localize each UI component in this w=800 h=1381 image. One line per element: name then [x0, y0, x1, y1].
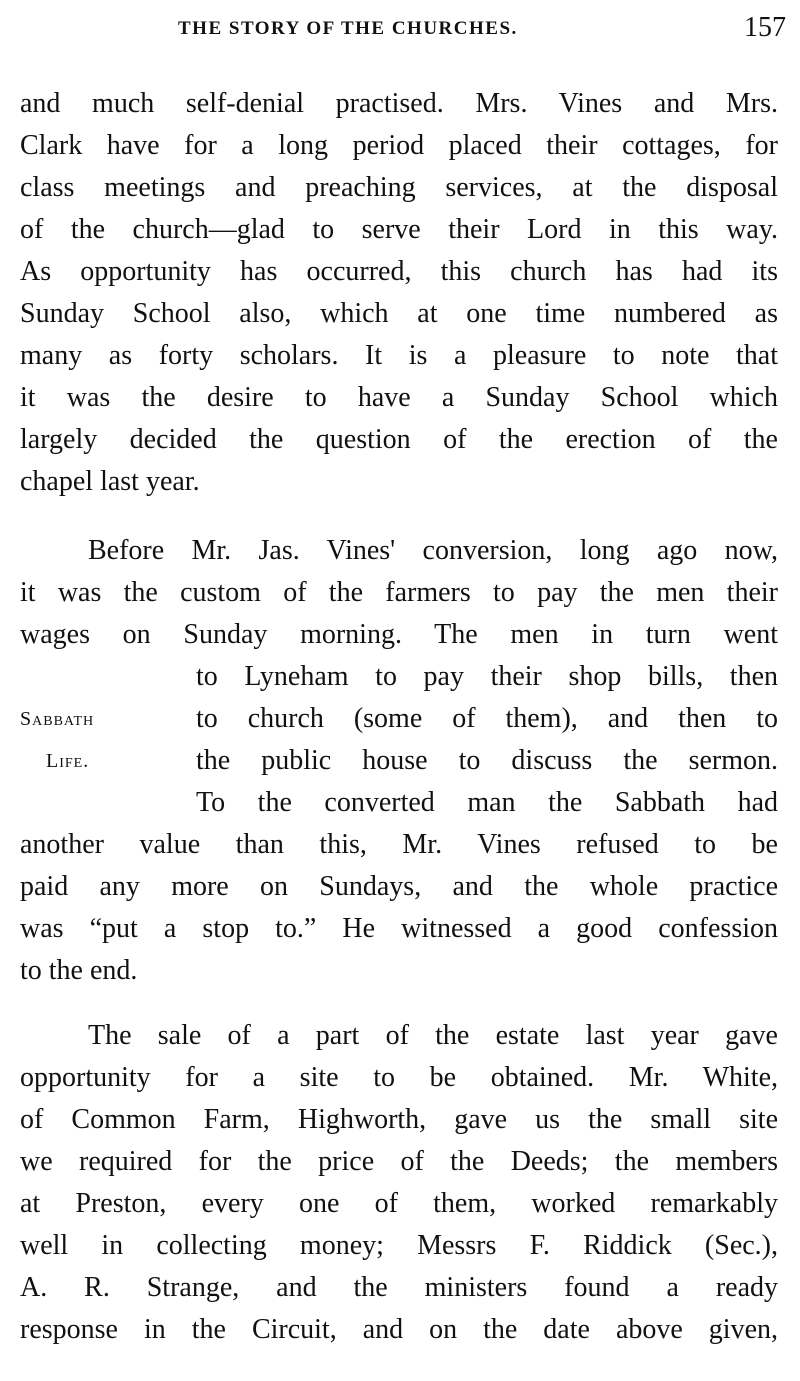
text-line: the public house to discuss the sermon. — [196, 745, 778, 776]
text-line: As opportunity has occurred, this church has had its — [20, 256, 778, 287]
paragraph-3 — [20, 1015, 778, 1351]
text-line: and much self-denial practised. Mrs. Vines and Mrs. — [20, 88, 778, 119]
text-line: opportunity for a site to be obtained. Mr. White, — [20, 1062, 778, 1093]
page-number: 157 — [744, 12, 786, 43]
text-line: Clark have for a long period placed their cottages, for — [20, 130, 778, 161]
text-line: at Preston, every one of them, worked remarkably — [20, 1188, 778, 1219]
text-line: it was the desire to have a Sunday School which — [20, 382, 778, 413]
text-line: A. R. Strange, and the ministers found a ready — [20, 1272, 778, 1303]
sidenote-line: Sabbath — [20, 708, 95, 730]
page-header — [0, 8, 800, 48]
text-line: to Lyneham to pay their shop bills, then — [196, 661, 778, 692]
text-line: was “put a stop to.” He witnessed a good confession — [20, 913, 778, 944]
text-line: Before Mr. Jas. Vines' conversion, long ago now, — [88, 535, 778, 566]
text-line: many as forty scholars. It is a pleasure to note that — [20, 340, 778, 371]
sidenote-line: Life. — [46, 750, 90, 772]
text-line: response in the Circuit, and on the date above given, — [20, 1314, 778, 1345]
text-line: largely decided the question of the erection of the — [20, 424, 778, 455]
text-line: of Common Farm, Highworth, gave us the small site — [20, 1104, 778, 1135]
text-line: wages on Sunday morning. The men in turn went — [20, 619, 778, 650]
text-line: chapel last year. — [20, 466, 200, 497]
text-line: The sale of a part of the estate last year gave — [88, 1020, 778, 1051]
text-line: class meetings and preaching services, at the disposal — [20, 172, 778, 203]
text-line: Sunday School also, which at one time numbered as — [20, 298, 778, 329]
margin-sidenote — [20, 698, 170, 782]
text-line: of the church—glad to serve their Lord in this way. — [20, 214, 778, 245]
text-line: well in collecting money; Messrs F. Riddick (Sec.), — [20, 1230, 778, 1261]
text-line: it was the custom of the farmers to pay the men their — [20, 577, 778, 608]
text-line: we required for the price of the Deeds; the members — [20, 1146, 778, 1177]
text-line: paid any more on Sundays, and the whole practice — [20, 871, 778, 902]
text-line: another value than this, Mr. Vines refused to be — [20, 829, 778, 860]
paragraph-1 — [20, 83, 778, 503]
text-line: to church (some of them), and then to — [196, 703, 778, 734]
text-line: to the end. — [20, 955, 138, 986]
text-line: To the converted man the Sabbath had — [196, 787, 778, 818]
running-head: THE STORY OF THE CHURCHES. — [178, 18, 518, 39]
